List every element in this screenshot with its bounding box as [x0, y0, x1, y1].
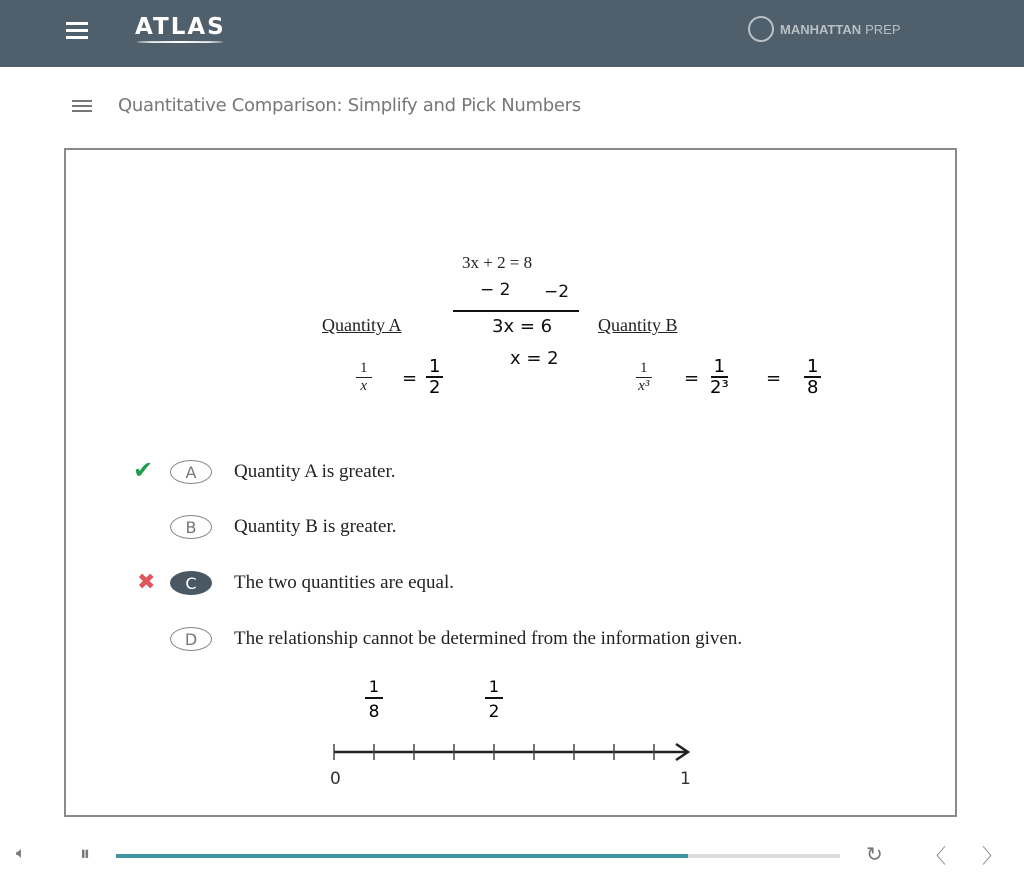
pause-icon[interactable]: ⏸︎ [80, 841, 90, 865]
option-text: Quantity B is greater. [234, 516, 397, 537]
annotation-b-fraction [710, 358, 729, 398]
quantity-b-label: Quantity B [598, 315, 678, 335]
answer-option-b[interactable] [170, 515, 397, 539]
annotation-equals: = [402, 368, 418, 389]
mark-denominator: 8 [368, 702, 380, 722]
option-text: Quantity A is greater. [234, 461, 396, 482]
number-line [316, 670, 716, 800]
logo-underline [137, 41, 223, 43]
annotation-line [453, 310, 579, 312]
equation: 3x + 2 = 8 [462, 253, 533, 272]
annotation-minus-right: −2 [544, 282, 570, 302]
volume-icon[interactable]: 🔈︎ [16, 843, 26, 862]
answer-option-a[interactable] [170, 460, 395, 484]
annotation-step2: 3x = 6 [492, 316, 553, 337]
qa-denominator: x [360, 378, 368, 394]
qa-numerator: 1 [356, 360, 372, 378]
option-text: The relationship cannot be determined from the information given. [234, 628, 743, 649]
qb-denominator: x³ [638, 378, 650, 394]
progress-fill [116, 854, 688, 858]
option-bubble[interactable]: B [170, 515, 212, 539]
manhattan-prep-logo [748, 16, 901, 42]
label-start: 0 [330, 769, 341, 789]
lesson-menu-icon[interactable] [72, 100, 92, 115]
replay-icon[interactable]: ↻ [866, 842, 883, 866]
brand-name: MANHATTAN [780, 21, 862, 37]
quantity-a-value [356, 360, 372, 395]
annotation-equals: = [766, 368, 782, 389]
num: 1 [804, 358, 821, 378]
annotation-a-fraction [426, 358, 443, 398]
mark-numerator: 1 [488, 677, 500, 696]
atlas-logo[interactable]: ATLAS [135, 14, 226, 40]
brand-icon [748, 16, 774, 42]
option-bubble[interactable]: A [170, 460, 212, 484]
num: 1 [711, 358, 728, 378]
previous-icon[interactable]: 〈 [926, 844, 946, 868]
annotation-equals: = [684, 368, 700, 389]
quantity-a-label: Quantity A [322, 315, 402, 335]
den: 8 [807, 377, 819, 398]
player-controls [0, 840, 1024, 872]
top-bar [0, 0, 1024, 67]
num: 1 [426, 358, 443, 378]
wrong-x-icon: ✖ [137, 569, 156, 594]
lesson-title: Quantitative Comparison: Simplify and Pick Numbers [118, 95, 581, 116]
annotation-b-result [804, 358, 821, 398]
mark-denominator: 2 [488, 702, 500, 722]
quantity-b-value [636, 360, 652, 395]
answer-option-d[interactable] [170, 627, 742, 651]
mark-numerator: 1 [368, 677, 380, 696]
qb-numerator: 1 [636, 360, 652, 378]
progress-bar[interactable] [116, 854, 840, 858]
option-bubble[interactable]: D [170, 627, 212, 651]
option-bubble-selected[interactable]: C [170, 571, 212, 595]
menu-icon[interactable] [66, 22, 88, 40]
next-icon[interactable]: 〉 [982, 844, 1002, 868]
brand-suffix: PREP [865, 21, 901, 37]
annotation-step3: x = 2 [510, 348, 559, 369]
den: 2 [429, 377, 441, 398]
correct-check-icon: ✔ [133, 458, 154, 484]
den: 2³ [710, 377, 729, 398]
answer-option-c[interactable] [170, 571, 454, 595]
annotation-minus-left: − 2 [480, 280, 511, 300]
label-end: 1 [680, 769, 691, 789]
option-text: The two quantities are equal. [234, 572, 455, 593]
